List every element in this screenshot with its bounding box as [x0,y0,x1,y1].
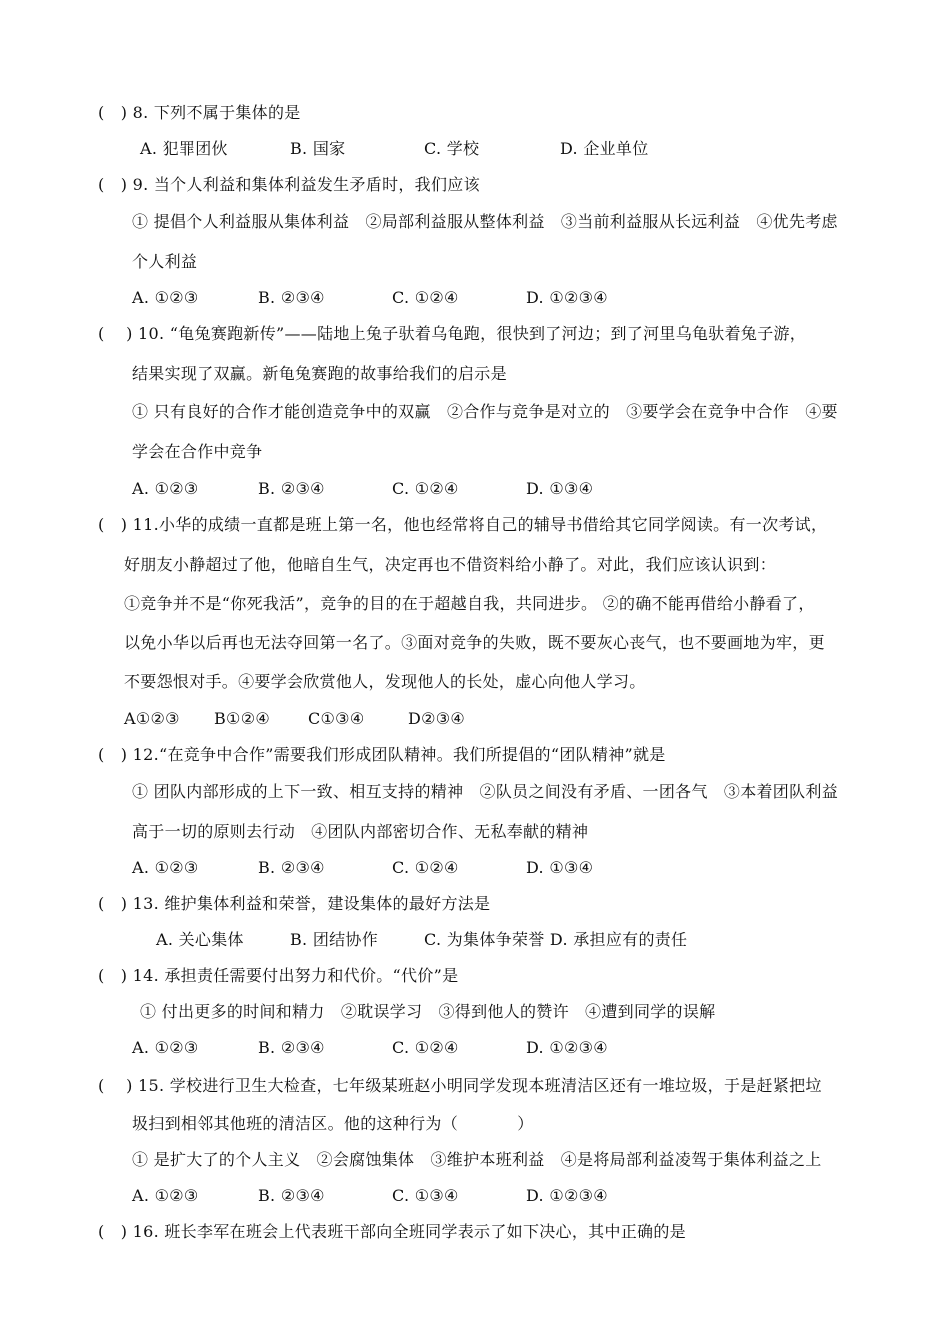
question-16-stem: ( ) 16. 班长李军在班会上代表班干部向全班同学表示了如下决心，其中正确的是 [98,1222,686,1241]
question-12-stem: ( ) 12.“在竞争中合作”需要我们形成团队精神。我们所提倡的“团队精神”就是 [98,745,666,764]
question-14-stem: ( ) 14. 承担责任需要付出努力和代价。“代价”是 [98,966,459,985]
question-10-option-c: C. ①②④ [392,479,459,498]
question-9-option-c: C. ①②④ [392,288,459,307]
question-15-body-line: ① 是扩大了的个人主义 ②会腐蚀集体 ③维护本班利益 ④是将局部利益凌驾于集体利益之上 [132,1150,822,1169]
question-11-body-line: 好朋友小静超过了他，他暗自生气，决定再也不借资料给小静了。对此，我们应该认识到： [124,555,777,574]
question-14-body-line: ① 付出更多的时间和精力 ②耽误学习 ③得到他人的赞许 ④遭到同学的误解 [140,1002,716,1021]
question-9-body-line: 个人利益 [132,252,198,271]
question-10-body-line: 结果实现了双赢。新龟兔赛跑的故事给我们的启示是 [132,364,507,383]
question-12-option-b: B. ②③④ [258,858,325,877]
question-15-body-line: 圾扫到相邻其他班的清洁区。他的这种行为（ ） [132,1114,534,1133]
question-8-stem: ( ) 8. 下列不属于集体的是 [98,103,301,122]
question-8-option-a: A. 犯罪团伙 [140,139,228,158]
question-10-body-line: ① 只有良好的合作才能创造竞争中的双赢 ②合作与竞争是对立的 ③要学会在竞争中合作 ④要 [132,402,838,421]
question-10-body-line: 学会在合作中竞争 [132,442,263,461]
question-12-option-a: A. ①②③ [132,858,199,877]
question-9-option-a: A. ①②③ [132,288,199,307]
question-13-option-c-d: C. 为集体争荣誉 D. 承担应有的责任 [424,930,688,949]
question-10-stem: ( ) 10. “龟兔赛跑新传”——陆地上兔子驮着乌龟跑，很快到了河边；到了河里乌龟驮着兔子游， [98,324,807,343]
question-11-body-line: ①竞争并不是“你死我活”，竞争的目的在于超越自我，共同进步。 ②的确不能再借给小静看了， [124,594,815,613]
question-15-option-b: B. ②③④ [258,1186,325,1205]
question-11-stem: ( ) 11.小华的成绩一直都是班上第一名，他也经常将自己的辅导书借给其它同学阅读。有一次考试， [98,515,828,534]
question-11-body-line: 不要怨恨对手。④要学会欣赏他人，发现他人的长处，虚心向他人学习。 [124,672,646,691]
question-11-option-d: D②③④ [408,709,466,728]
question-9-option-b: B. ②③④ [258,288,325,307]
question-15-option-a: A. ①②③ [132,1186,199,1205]
question-13-stem: ( ) 13. 维护集体利益和荣誉，建设集体的最好方法是 [98,894,491,913]
question-8-option-c: C. 学校 [424,139,480,158]
question-9-option-d: D. ①②③④ [526,288,608,307]
question-14-option-c: C. ①②④ [392,1038,459,1057]
question-14-option-b: B. ②③④ [258,1038,325,1057]
question-10-option-a: A. ①②③ [132,479,199,498]
question-9-stem: ( ) 9. 当个人利益和集体利益发生矛盾时，我们应该 [98,175,480,194]
question-12-body-line: 高于一切的原则去行动 ④团队内部密切合作、无私奉献的精神 [132,822,589,841]
question-12-option-c: C. ①②④ [392,858,459,877]
question-11-option-a: A①②③ [124,709,180,728]
question-15-stem: ( ) 15. 学校进行卫生大检查，七年级某班赵小明同学发现本班清洁区还有一堆垃圾，于是赶紧把垃 [98,1076,822,1095]
question-15-option-c: C. ①③④ [392,1186,459,1205]
question-11-body-line: 以免小华以后再也无法夺回第一名了。③面对竞争的失败，既不要灰心丧气，也不要画地为牢，更 [124,633,825,652]
question-12-option-d: D. ①③④ [526,858,594,877]
question-10-option-d: D. ①③④ [526,479,594,498]
question-10-option-b: B. ②③④ [258,479,325,498]
question-13-option-b: B. 团结协作 [290,930,379,949]
question-12-body-line: ① 团队内部形成的上下一致、相互支持的精神 ②队员之间没有矛盾、一团各气 ③本着团队利益 [132,782,839,801]
question-8-option-b: B. 国家 [290,139,346,158]
question-11-option-b: B①②④ [214,709,270,728]
question-14-option-a: A. ①②③ [132,1038,199,1057]
question-9-body-line: ① 提倡个人利益服从集体利益 ②局部利益服从整体利益 ③当前利益服从长远利益 ④优先考虑 [132,212,838,231]
question-8-option-d: D. 企业单位 [560,139,649,158]
question-14-option-d: D. ①②③④ [526,1038,608,1057]
question-13-option-a: A. 关心集体 [156,930,244,949]
question-11-option-c: C①③④ [308,709,365,728]
question-15-option-d: D. ①②③④ [526,1186,608,1205]
